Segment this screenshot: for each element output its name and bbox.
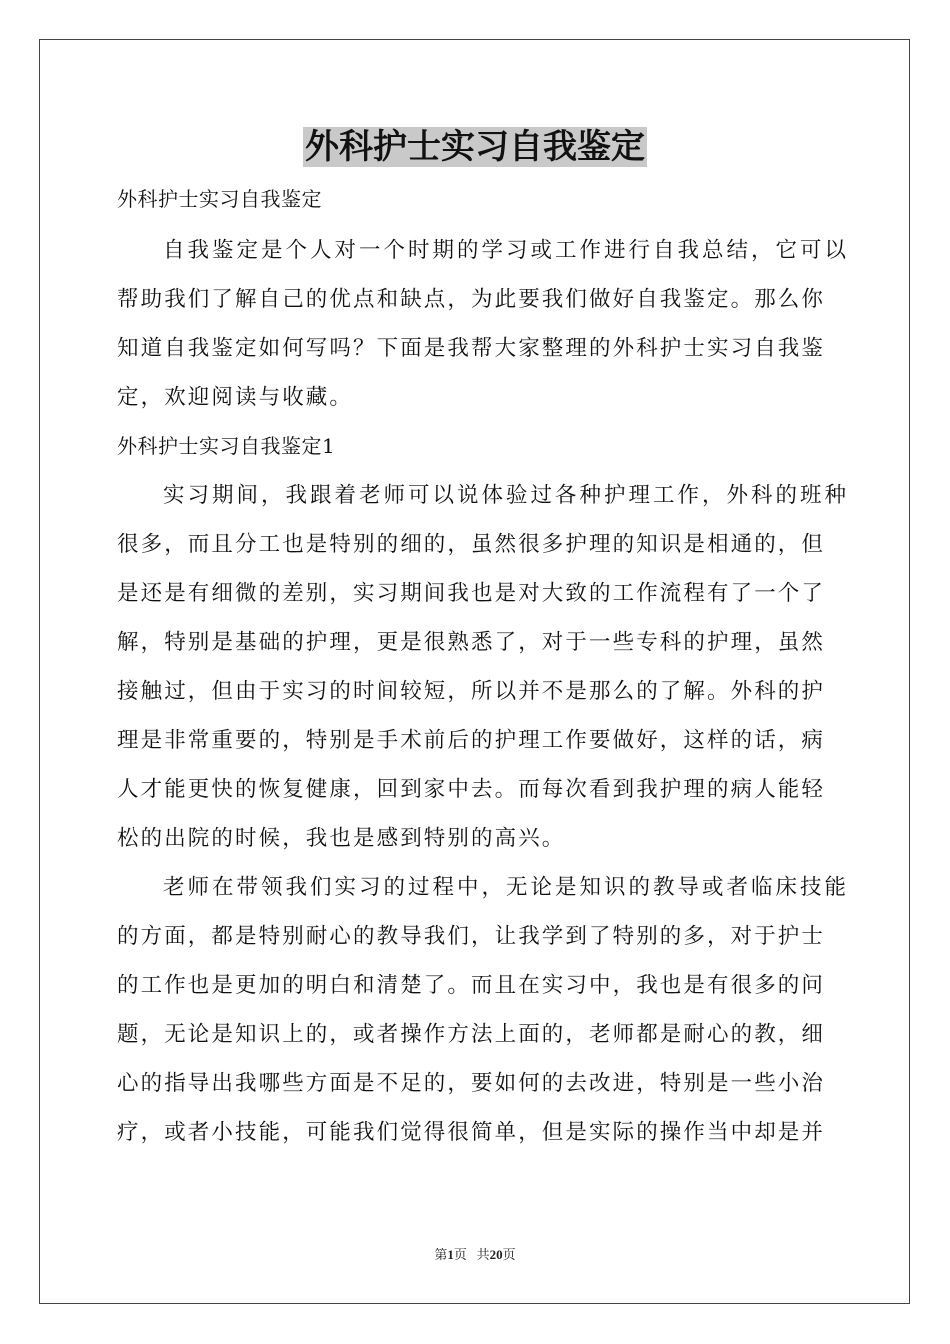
page-total: 20 <box>489 1247 503 1262</box>
page-current: 1 <box>447 1247 454 1262</box>
paragraph-line: 的方面，都是特别耐心的教导我们，让我学到了特别的多，对于护士 <box>117 924 826 949</box>
page-suffix: 页 <box>453 1247 467 1262</box>
paragraph-line: 心的指导出我哪些方面是不足的，要如何的去改进，特别是一些小治 <box>117 1071 826 1096</box>
paragraph-1 <box>117 483 850 851</box>
paragraph-2 <box>117 875 850 1145</box>
document-title <box>0 124 950 170</box>
paragraph-line: 解，特别是基础的护理，更是很熟悉了，对于一些专科的护理，虽然 <box>117 630 826 655</box>
paragraph-line: 人才能更快的恢复健康，回到家中去。而每次看到我护理的病人能轻 <box>117 777 826 802</box>
paragraph-line: 松的出院的时候，我也是感到特别的高兴。 <box>117 826 566 851</box>
paragraph-line: 的工作也是更加的明白和清楚了。而且在实习中，我也是有很多的问 <box>117 973 826 998</box>
paragraph-line: 疗，或者小技能，可能我们觉得很简单，但是实际的操作当中却是并 <box>117 1120 826 1145</box>
paragraph-line: 实习期间，我跟着老师可以说体验过各种护理工作，外科的班种 <box>163 483 850 508</box>
paragraph-line: 知道自我鉴定如何写吗？下面是我帮大家整理的外科护士实习自我鉴 <box>117 336 826 361</box>
paragraph-line: 理是非常重要的，特别是手术前后的护理工作要做好，这样的话，病 <box>117 728 826 753</box>
paragraph-line: 自我鉴定是个人对一个时期的学习或工作进行自我总结，它可以 <box>163 238 850 263</box>
paragraph-line: 定，欢迎阅读与收藏。 <box>117 385 354 410</box>
document-body <box>117 180 850 1145</box>
page-prefix: 第 <box>434 1247 448 1262</box>
page-footer <box>0 1246 950 1264</box>
intro-paragraph <box>117 238 850 410</box>
paragraph-line: 题，无论是知识上的，或者操作方法上面的，老师都是耐心的教，细 <box>117 1022 826 1047</box>
paragraph-line: 很多，而且分工也是特别的细的，虽然很多护理的知识是相通的，但 <box>117 532 826 557</box>
total-prefix: 共 <box>476 1247 490 1262</box>
document-title-text: 外科护士实习自我鉴定 <box>305 127 645 167</box>
section-heading: 外科护士实习自我鉴定1 <box>117 434 336 458</box>
paragraph-line: 是还是有细微的差别，实习期间我也是对大致的工作流程有了一个了 <box>117 581 826 606</box>
paragraph-line: 帮助我们了解自己的优点和缺点，为此要我们做好自我鉴定。那么你 <box>117 287 826 312</box>
document-subtitle: 外科护士实习自我鉴定 <box>117 187 322 211</box>
paragraph-line: 接触过，但由于实习的时间较短，所以并不是那么的了解。外科的护 <box>117 679 826 704</box>
total-suffix: 页 <box>502 1247 516 1262</box>
paragraph-line: 老师在带领我们实习的过程中，无论是知识的教导或者临床技能 <box>163 875 850 900</box>
